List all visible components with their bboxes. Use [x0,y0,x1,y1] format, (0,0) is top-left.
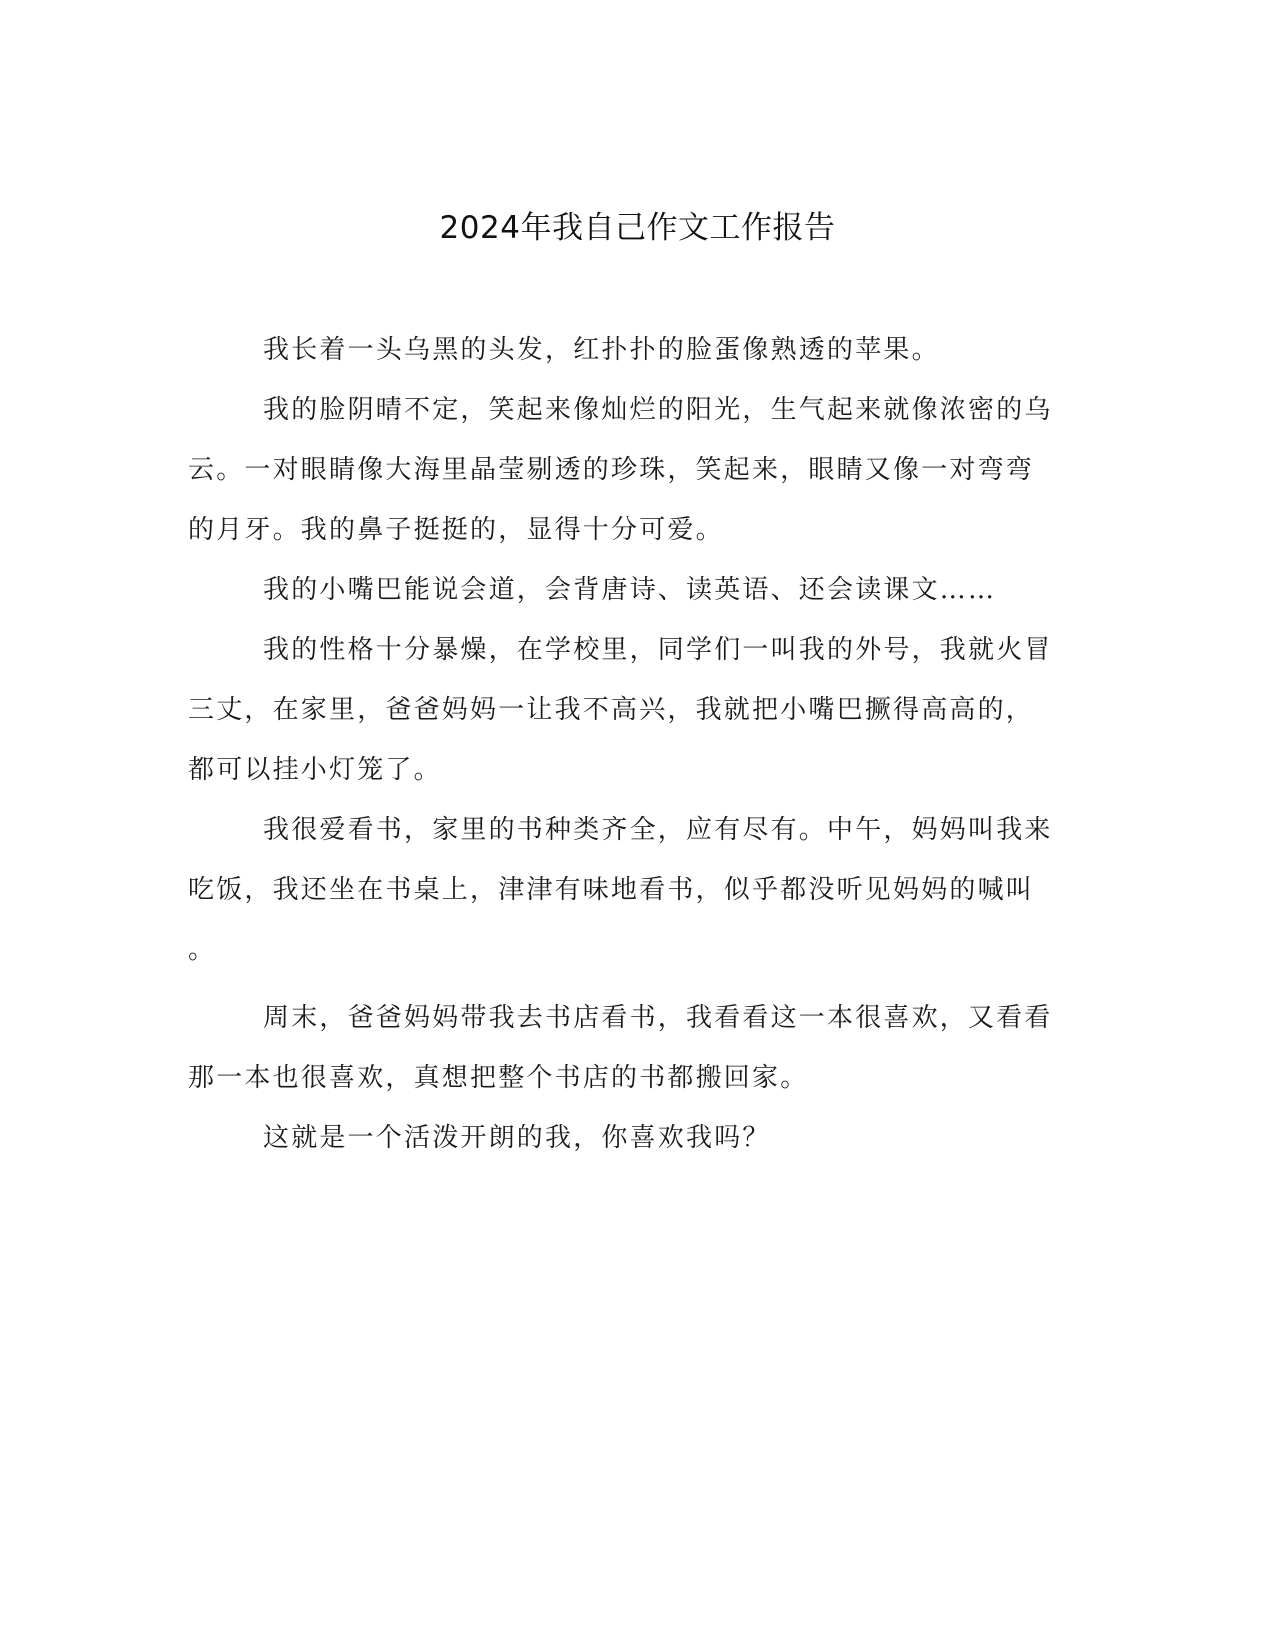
paragraph-5-line-3: 。 [188,935,217,965]
paragraph-5-line-1: 我很爱看书，家里的书种类齐全，应有尽有。中午，妈妈叫我来 [263,815,1053,845]
paragraph-2-line-3: 的月牙。我的鼻子挺挺的，显得十分可爱。 [188,515,724,545]
paragraph-4-line-1: 我的性格十分暴燥，在学校里，同学们一叫我的外号，我就火冒 [263,635,1053,665]
paragraph-6-line-1: 周末，爸爸妈妈带我去书店看书，我看看这一本很喜欢，又看看 [263,1003,1053,1033]
document-title: 2024年我自己作文工作报告 [439,210,836,246]
paragraph-4-line-2: 三丈，在家里，爸爸妈妈一让我不高兴，我就把小嘴巴撅得高高的， [188,695,1035,725]
paragraph-2-line-2: 云。一对眼睛像大海里晶莹剔透的珍珠，笑起来，眼睛又像一对弯弯 [188,455,1035,485]
paragraph-6-line-2: 那一本也很喜欢，真想把整个书店的书都搬回家。 [188,1063,809,1093]
paragraph-7-line-1: 这就是一个活泼开朗的我，你喜欢我吗？ [263,1123,771,1153]
paragraph-1-line-1: 我长着一头乌黑的头发，红扑扑的脸蛋像熟透的苹果。 [263,335,940,365]
document-body [188,320,1070,1168]
paragraph-4-line-3: 都可以挂小灯笼了。 [188,755,442,785]
paragraph-5-line-2: 吃饭，我还坐在书桌上，津津有味地看书，似乎都没听见妈妈的喊叫 [188,875,1035,905]
paragraph-3-line-1: 我的小嘴巴能说会道，会背唐诗、读英语、还会读课文…… [263,575,997,605]
paragraph-2-line-1: 我的脸阴晴不定，笑起来像灿烂的阳光，生气起来就像浓密的乌 [263,395,1053,425]
